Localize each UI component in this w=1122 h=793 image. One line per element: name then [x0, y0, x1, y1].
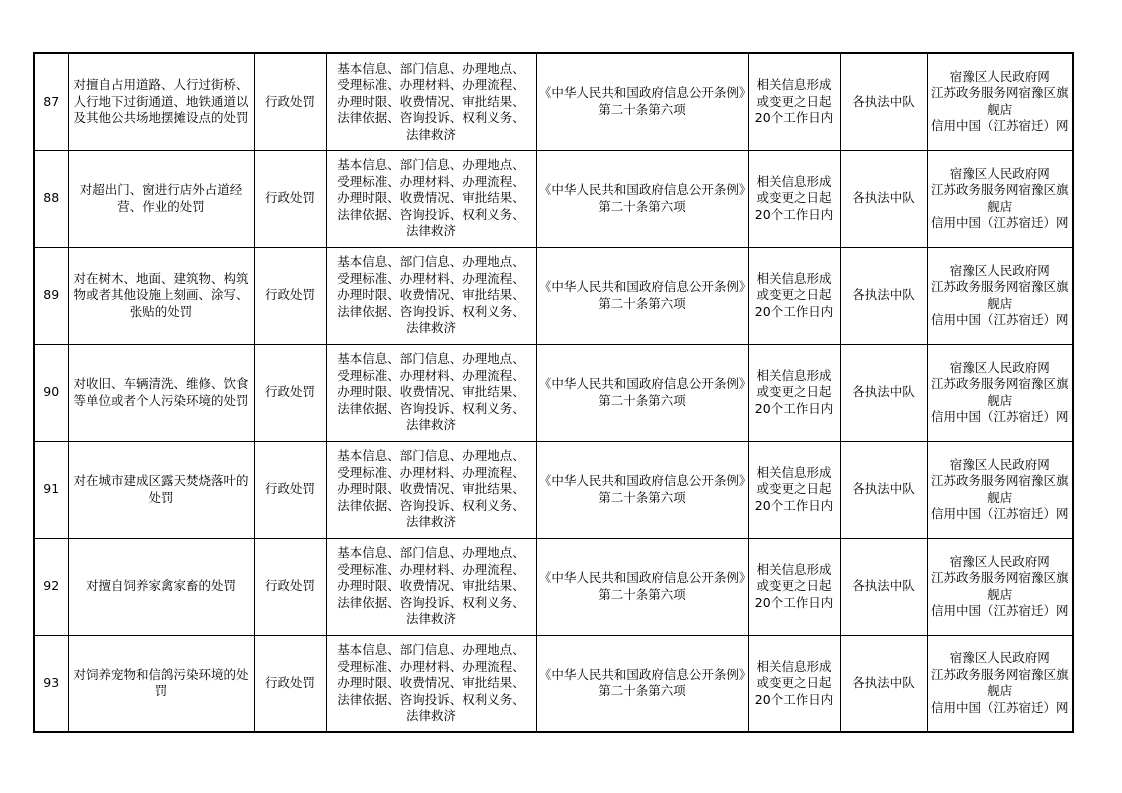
item-category-cell: [254, 441, 326, 538]
disclosure-content-cell: [326, 635, 536, 732]
row-number: 90: [43, 384, 60, 400]
disclosure-time-limit: 相关信息形成或变更之日起20个工作日内: [754, 464, 834, 513]
disclosure-time-limit: 相关信息形成或变更之日起20个工作日内: [754, 270, 834, 319]
disclosure-time-limit: 相关信息形成或变更之日起20个工作日内: [754, 658, 834, 707]
table-row: [34, 150, 1073, 247]
disclosure-basis: 《中华人民共和国政府信息公开条例》第二十条第六项: [538, 376, 746, 408]
disclosure-channel-cell: [927, 53, 1073, 150]
item-name: 对饲养宠物和信鸽污染环境的处罚: [73, 666, 249, 699]
row-number-cell: [34, 247, 68, 344]
item-category: 行政处罚: [264, 190, 315, 206]
row-number-cell: [34, 538, 68, 635]
disclosure-content: 基本信息、部门信息、办理地点、 受理标准、办理材料、办理流程、 办理时限、收费情况、审批结果、 法律依据、咨询投诉、权利义务、 法律救济: [337, 351, 525, 433]
row-number: 92: [43, 578, 60, 594]
disclosure-content: 基本信息、部门信息、办理地点、 受理标准、办理材料、办理流程、 办理时限、收费情况、审批结果、 法律依据、咨询投诉、权利义务、 法律救济: [337, 642, 525, 723]
disclosure-subject-cell: [840, 247, 927, 344]
item-category: 行政处罚: [264, 578, 315, 594]
disclosure-time-limit-cell: [748, 538, 840, 635]
disclosure-content: 基本信息、部门信息、办理地点、 受理标准、办理材料、办理流程、 办理时限、收费情况、审批结果、 法律依据、咨询投诉、权利义务、 法律救济: [337, 60, 525, 142]
disclosure-basis: 《中华人民共和国政府信息公开条例》第二十条第六项: [538, 182, 746, 214]
disclosure-basis: 《中华人民共和国政府信息公开条例》第二十条第六项: [538, 85, 746, 117]
disclosure-subject: 各执法中队: [852, 93, 915, 109]
row-number: 87: [43, 93, 60, 109]
row-number: 88: [43, 190, 60, 206]
disclosure-content: 基本信息、部门信息、办理地点、 受理标准、办理材料、办理流程、 办理时限、收费情况、审批结果、 法律依据、咨询投诉、权利义务、 法律救济: [337, 254, 525, 336]
row-number: 89: [43, 287, 60, 303]
disclosure-content-cell: [326, 150, 536, 247]
item-category-cell: [254, 150, 326, 247]
disclosure-basis-cell: [536, 344, 748, 441]
disclosure-channel-cell: [927, 247, 1073, 344]
disclosure-subject-cell: [840, 53, 927, 150]
disclosure-subject-cell: [840, 538, 927, 635]
item-name: 对超出门、窗进行店外占道经营、作业的处罚: [79, 182, 243, 214]
table-row: [34, 538, 1073, 635]
disclosure-content: 基本信息、部门信息、办理地点、 受理标准、办理材料、办理流程、 办理时限、收费情况、审批结果、 法律依据、咨询投诉、权利义务、 法律救济: [337, 545, 525, 627]
disclosure-content: 基本信息、部门信息、办理地点、 受理标准、办理材料、办理流程、 办理时限、收费情况、审批结果、 法律依据、咨询投诉、权利义务、 法律救济: [337, 448, 525, 530]
item-name: 对擅自占用道路、人行过街桥、人行地下过街通道、地铁通道以及其他公共场地摆摊设点的处罚: [73, 77, 249, 125]
disclosure-table: [33, 52, 1074, 733]
row-number-cell: [34, 150, 68, 247]
disclosure-subject: 各执法中队: [852, 190, 915, 206]
disclosure-content-cell: [326, 538, 536, 635]
disclosure-subject: 各执法中队: [852, 675, 915, 690]
item-name-cell: [68, 441, 254, 538]
item-category: 行政处罚: [264, 481, 315, 497]
row-number: 91: [43, 481, 60, 497]
disclosure-channel: 宿豫区人民政府网 江苏政务服务网宿豫区旗舰店 信用中国（江苏宿迁）网: [930, 262, 1069, 327]
item-name-cell: [68, 150, 254, 247]
item-category-cell: [254, 344, 326, 441]
disclosure-basis-cell: [536, 441, 748, 538]
disclosure-time-limit-cell: [748, 344, 840, 441]
item-name-cell: [68, 538, 254, 635]
disclosure-content-cell: [326, 441, 536, 538]
item-category: 行政处罚: [264, 287, 315, 303]
disclosure-subject-cell: [840, 344, 927, 441]
item-name: 对擅自饲养家禽家畜的处罚: [85, 578, 236, 594]
row-number-cell: [34, 441, 68, 538]
disclosure-basis: 《中华人民共和国政府信息公开条例》第二十条第六项: [538, 666, 746, 699]
disclosure-time-limit-cell: [748, 247, 840, 344]
disclosure-time-limit: 相关信息形成或变更之日起20个工作日内: [754, 367, 834, 416]
disclosure-time-limit-cell: [748, 150, 840, 247]
disclosure-time-limit-cell: [748, 635, 840, 732]
item-category-cell: [254, 538, 326, 635]
item-category: 行政处罚: [264, 384, 315, 400]
item-name-cell: [68, 635, 254, 732]
disclosure-subject-cell: [840, 150, 927, 247]
disclosure-time-limit: 相关信息形成或变更之日起20个工作日内: [754, 561, 834, 610]
disclosure-basis-cell: [536, 53, 748, 150]
disclosure-basis: 《中华人民共和国政府信息公开条例》第二十条第六项: [538, 570, 746, 602]
disclosure-channel: 宿豫区人民政府网 江苏政务服务网宿豫区旗舰店 信用中国（江苏宿迁）网: [930, 165, 1069, 230]
disclosure-channel: 宿豫区人民政府网 江苏政务服务网宿豫区旗舰店 信用中国（江苏宿迁）网: [930, 553, 1069, 618]
row-number: 93: [43, 675, 60, 690]
table-row: [34, 635, 1073, 732]
disclosure-time-limit: 相关信息形成或变更之日起20个工作日内: [754, 77, 834, 125]
item-name-cell: [68, 344, 254, 441]
item-category-cell: [254, 635, 326, 732]
disclosure-time-limit-cell: [748, 53, 840, 150]
table-body: [34, 53, 1073, 732]
disclosure-basis: 《中华人民共和国政府信息公开条例》第二十条第六项: [538, 473, 746, 505]
disclosure-content-cell: [326, 344, 536, 441]
disclosure-channel-cell: [927, 538, 1073, 635]
disclosure-basis-cell: [536, 635, 748, 732]
table-row: [34, 441, 1073, 538]
item-category: 行政处罚: [264, 93, 315, 109]
disclosure-basis-cell: [536, 247, 748, 344]
row-number-cell: [34, 53, 68, 150]
disclosure-channel-cell: [927, 150, 1073, 247]
item-name: 对在树木、地面、建筑物、构筑物或者其他设施上刻画、涂写、张贴的处罚: [73, 270, 249, 319]
disclosure-basis-cell: [536, 150, 748, 247]
disclosure-subject-cell: [840, 441, 927, 538]
table-row: [34, 53, 1073, 150]
disclosure-channel-cell: [927, 441, 1073, 538]
disclosure-time-limit-cell: [748, 441, 840, 538]
disclosure-basis: 《中华人民共和国政府信息公开条例》第二十条第六项: [538, 279, 746, 311]
item-name-cell: [68, 247, 254, 344]
disclosure-channel-cell: [927, 344, 1073, 441]
disclosure-time-limit: 相关信息形成或变更之日起20个工作日内: [754, 173, 834, 222]
item-category-cell: [254, 53, 326, 150]
row-number-cell: [34, 635, 68, 732]
table-row: [34, 344, 1073, 441]
disclosure-channel-cell: [927, 635, 1073, 732]
disclosure-subject-cell: [840, 635, 927, 732]
disclosure-basis-cell: [536, 538, 748, 635]
item-name-cell: [68, 53, 254, 150]
disclosure-content-cell: [326, 53, 536, 150]
item-category-cell: [254, 247, 326, 344]
disclosure-content-cell: [326, 247, 536, 344]
disclosure-content: 基本信息、部门信息、办理地点、 受理标准、办理材料、办理流程、 办理时限、收费情况、审批结果、 法律依据、咨询投诉、权利义务、 法律救济: [337, 157, 525, 239]
disclosure-channel: 宿豫区人民政府网 江苏政务服务网宿豫区旗舰店 信用中国（江苏宿迁）网: [930, 650, 1069, 715]
disclosure-subject: 各执法中队: [852, 578, 915, 594]
row-number-cell: [34, 344, 68, 441]
item-name: 对收旧、车辆清洗、维修、饮食等单位或者个人污染环境的处罚: [73, 376, 249, 408]
disclosure-channel: 宿豫区人民政府网 江苏政务服务网宿豫区旗舰店 信用中国（江苏宿迁）网: [930, 456, 1069, 521]
disclosure-subject: 各执法中队: [852, 384, 915, 400]
disclosure-channel: 宿豫区人民政府网 江苏政务服务网宿豫区旗舰店 信用中国（江苏宿迁）网: [930, 359, 1069, 424]
disclosure-subject: 各执法中队: [852, 481, 915, 497]
item-category: 行政处罚: [264, 675, 315, 690]
table-row: [34, 247, 1073, 344]
item-name: 对在城市建成区露天焚烧落叶的处罚: [73, 473, 249, 505]
disclosure-channel: 宿豫区人民政府网 江苏政务服务网宿豫区旗舰店 信用中国（江苏宿迁）网: [930, 68, 1069, 134]
disclosure-subject: 各执法中队: [852, 287, 915, 303]
